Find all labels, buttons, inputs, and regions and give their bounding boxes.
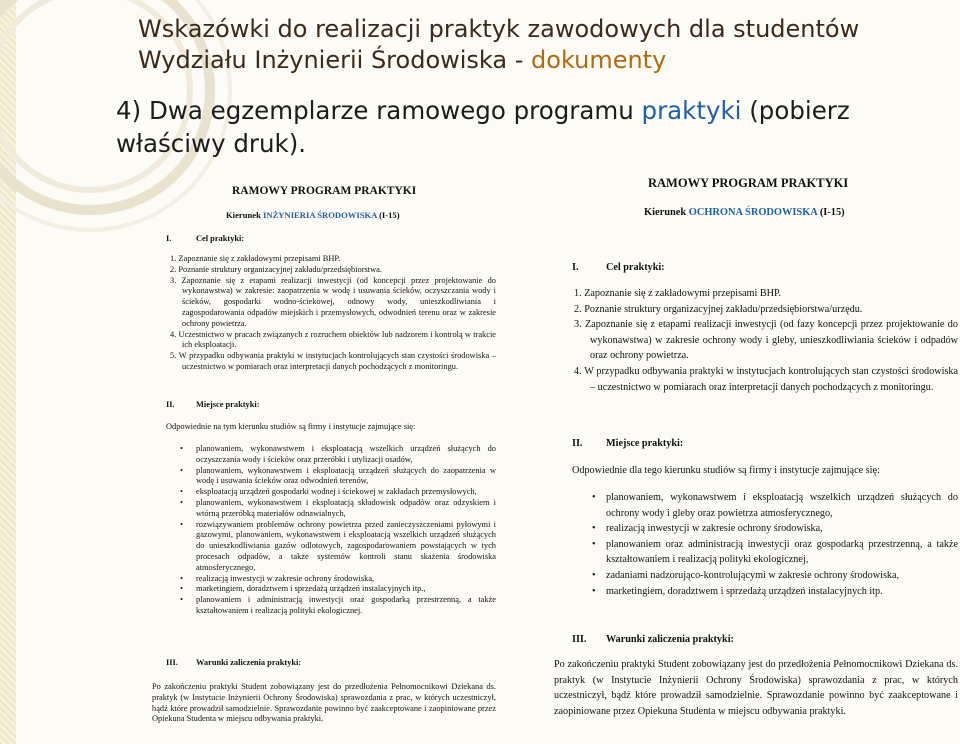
goal-item: 5. W przypadku odbywania praktyki w instytucjach kontrolujących stan czystości środowiska – uczestnictwo w pomiarach oraz interpretacji danych pochodzących z monitoringu. bbox=[170, 351, 496, 371]
title-line-2 bbox=[138, 45, 859, 76]
section-title: Warunki zaliczenia praktyki: bbox=[606, 634, 734, 645]
title-line-2-main: Wydziału Inżynierii Środowiska - bbox=[138, 46, 532, 74]
slide-title bbox=[138, 14, 859, 76]
kierunek-label: Kierunek bbox=[226, 210, 264, 220]
place-item: • realizacją inwestycji w zakresie ochrony środowiska, bbox=[592, 521, 958, 537]
doc-kierunek bbox=[644, 205, 845, 221]
section-3-heading bbox=[166, 658, 301, 669]
place-item: • eksploatacją urządzeń gospodarki wodnej i ściekowej w zakładach przemysłowych, bbox=[180, 487, 496, 498]
goal-item: 3. Zapoznanie się z etapami realizacji inwestycji (od koncepcji przez projektowanie do wykonawstwa) w zakresie: zaopatrzenia w wodę i usuwania ścieków, oczyszczania wody i ścieków, gospodarki wodno-ściekowej, odnowy wody, unieszkodliwiania i zagospodarowania odpadów miejskich i przemysłowych, odwodnień terenu oraz w zakresie ochrony powietrza. bbox=[170, 275, 496, 328]
goal-item: 3. Zapoznanie się z etapami realizacji inwestycji (od fazy koncepcji przez projektowanie do wykonawstwa) w zakresie ochrony wody i gleby, unieszkodliwiania ścieków i odpadów oraz ochrony powietrza. bbox=[574, 319, 958, 362]
places-list bbox=[180, 444, 496, 617]
place-item: • rozwiązywaniem problemów ochrony powietrza przed zanieczyszczeniami pyłowymi i gazowymi, planowaniem, wykonawstwem i eksploatacją wszelkich urządzeń służących do unieszkodliwiania gazów odlotowych, zagospodarowaniem powstających w tych procesach odpadów, a także systemów kontroli stanu skażenia środowiska atmosferycznego, bbox=[180, 520, 496, 574]
section-2-intro: Odpowiednie na tym kierunku studiów są firmy i instytucje zajmujące się: bbox=[166, 422, 416, 431]
kierunek-value: OCHRONA ŚRODOWISKA bbox=[688, 207, 818, 218]
place-item: • planowaniem, wykonawstwem i eksploatacją urządzeń służących do zaopatrzenia w wodę i usuwania ścieków oraz odwodnień terenów, bbox=[180, 466, 496, 488]
section-3-text: Po zakończeniu praktyki Student zobowiązany jest do przedłożenia Pełnomocnikowi Dziekana ds. praktyk (w Instytucie Inżynierii Ochrony Środowiska) sprawozdania z prac, w których uczestniczył, bądź które prowadził samodzielnie. Sprawozdanie powinno być zaakceptowane i zaopiniowane przez Opiekuna Studenta w miejscu odbywania praktyki. bbox=[554, 659, 958, 717]
kierunek-label: Kierunek bbox=[644, 207, 689, 218]
place-item: • planowaniem, wykonawstwem i eksploatacją składowisk odpadów oraz odzyskiem i wtórną przeróbką materiałów odnawialnych, bbox=[180, 498, 496, 520]
place-item: • zadaniami nadzorująco-kontrolującymi w zakresie ochrony środowiska, bbox=[592, 568, 958, 584]
section-title: Miejsce praktyki: bbox=[196, 400, 260, 409]
section-number: III. bbox=[166, 658, 178, 667]
subtitle-post: (pobierz właściwy druk). bbox=[116, 96, 850, 158]
place-item: • planowaniem, wykonawstwem i eksploatacją wszelkich urządzeń służących do oczyszczania wody i ścieków oraz przeróbki i utylizacji osadów, bbox=[180, 444, 496, 466]
goal-item: 4. Uczestnictwo w pracach związanych z rozruchem obiektów lub nadzorem i kontrolą w trakcie ich eksploatacji. bbox=[170, 329, 496, 350]
goals-list bbox=[574, 286, 958, 395]
subtitle-number: 4) bbox=[116, 96, 149, 125]
title-line-2-highlight: dokumenty bbox=[531, 46, 667, 74]
place-item: • planowaniem oraz administracją inwestycji oraz gospodarką przestrzenną, a także kształtowaniem i realizacją polityki ekologicznej, bbox=[592, 537, 958, 568]
section-3-heading bbox=[572, 632, 734, 648]
section-number: III. bbox=[572, 634, 587, 645]
section-3-text: Po zakończeniu praktyki Student zobowiązany jest do przedłożenia Pełnomocnikowi Dziekana ds. praktyk (w Instytucie Inżynierii Ochrony Środowiska) sprawozdania z prac, w których uczestniczył, bądź które prowadził samodzielnie. Sprawozdanie powinno być zaakceptowane i zaopiniowane przez Opiekuna Studenta w miejscu odbywania praktyki. bbox=[152, 682, 496, 724]
place-item: • planowaniem, wykonawstwem i eksploatacją wszelkich urządzeń służących do ochrony wody i gleby oraz powietrza atmosferycznego, bbox=[592, 490, 958, 521]
goals-list bbox=[170, 254, 496, 373]
doc-title: RAMOWY PROGRAM PRAKTYKI bbox=[648, 176, 849, 190]
subtitle-highlight: praktyki bbox=[641, 96, 742, 125]
place-item: • marketingiem, doradztwem i sprzedażą urządzeń instalacyjnych itp., bbox=[180, 584, 496, 595]
place-item: • planowaniem i administracją inwestycji oraz gospodarką przestrzenną, a także kształtowaniem i realizacją polityki ekologicznej. bbox=[180, 595, 496, 617]
section-1-heading bbox=[166, 234, 244, 245]
title-line-1: Wskazówki do realizacji praktyk zawodowych dla studentów bbox=[138, 15, 860, 43]
section-2-intro: Odpowiednie dla tego kierunku studiów są firmy i instytucje zajmujące się: bbox=[572, 465, 880, 476]
goal-item: 1. Zapoznanie się z zakładowymi przepisami BHP. bbox=[574, 288, 782, 299]
subtitle-pre: Dwa egzemplarze ramowego programu bbox=[148, 96, 642, 125]
kierunek-code: (I-15) bbox=[376, 210, 400, 220]
section-title: Miejsce praktyki: bbox=[606, 438, 684, 449]
section-1-heading bbox=[572, 260, 665, 276]
section-number: I. bbox=[572, 262, 579, 273]
place-item: • marketingiem, doradztwem i sprzedażą urządzeń instalacyjnych itp. bbox=[592, 584, 958, 600]
goal-item: 4. W przypadku odbywania praktyki w instytucjach kontrolujących stan czystości środowiska – uczestnictwo w pomiarach oraz interpretacji danych pochodzących z monitoringu. bbox=[574, 365, 958, 393]
section-number: I. bbox=[166, 234, 172, 243]
goal-item: 2. Poznanie struktury organizacyjnej zakładu/przedsiębiorstwa/urzędu. bbox=[574, 303, 863, 315]
kierunek-code: (I-15) bbox=[817, 207, 845, 218]
section-number: II. bbox=[572, 438, 583, 449]
section-2-heading bbox=[572, 436, 683, 452]
goal-item: 1. Zapoznanie się z zakładowymi przepisami BHP. bbox=[170, 254, 341, 263]
section-2-heading bbox=[166, 400, 260, 411]
doc-kierunek bbox=[226, 210, 400, 221]
places-list bbox=[592, 490, 958, 599]
slide-subtitle bbox=[116, 94, 960, 160]
doc-title: RAMOWY PROGRAM PRAKTYKI bbox=[232, 185, 417, 197]
place-item: • realizacją inwestycji w zakresie ochrony środowiska, bbox=[180, 574, 496, 585]
section-title: Warunki zaliczenia praktyki: bbox=[196, 658, 302, 667]
section-title: Cel praktyki: bbox=[606, 262, 665, 273]
goal-item: 2. Poznanie struktury organizacyjnej zakładu/przedsiębiorstwa. bbox=[170, 264, 382, 274]
section-number: II. bbox=[166, 400, 175, 409]
kierunek-value: INŻYNIERIA ŚRODOWISKA bbox=[263, 210, 377, 220]
section-title: Cel praktyki: bbox=[196, 234, 245, 243]
